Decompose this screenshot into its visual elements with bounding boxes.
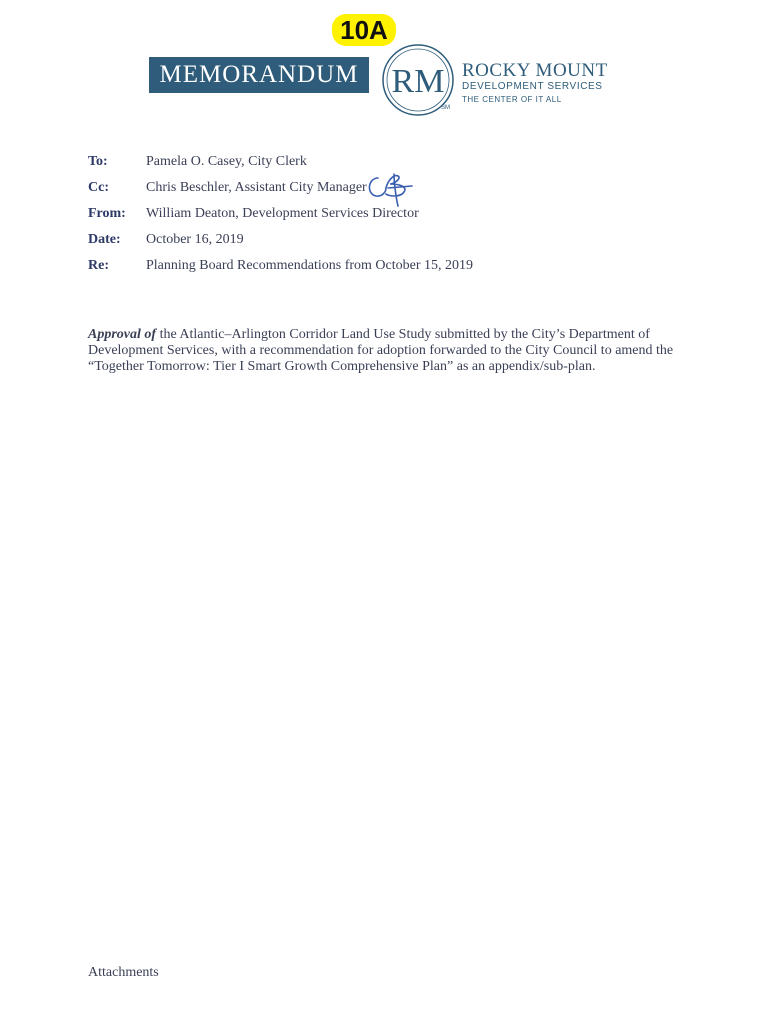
brand-tagline: THE CENTER OF IT ALL <box>462 95 562 104</box>
from-value: William Deaton, Development Services Director <box>146 206 419 221</box>
service-mark: SM <box>441 105 450 111</box>
re-label: Re: <box>88 258 109 273</box>
to-label: To: <box>88 154 108 169</box>
from-label: From: <box>88 206 126 221</box>
brand-department: DEVELOPMENT SERVICES <box>462 81 603 92</box>
attachments-label: Attachments <box>88 965 159 980</box>
cc-value: Chris Beschler, Assistant City Manager <box>146 180 367 195</box>
body-text: the Atlantic–Arlington Corridor Land Use Study submitted by the City’s Department of Development Services, with a recommendation for adoption forwarded to the City Council to amend the “Together Tomorrow: Tier I Smart Growth Comprehensive Plan” as an appendix/sub-plan. <box>88 327 674 374</box>
logo-letters: RM <box>391 63 445 100</box>
to-value: Pamela O. Casey, City Clerk <box>146 154 307 169</box>
agenda-item-tag: 10A <box>332 14 396 46</box>
re-value: Planning Board Recommendations from October 15, 2019 <box>146 258 473 273</box>
date-value: October 16, 2019 <box>146 232 244 247</box>
brand-name: ROCKY MOUNT <box>462 60 608 81</box>
initials-signature <box>364 168 418 210</box>
body-paragraph <box>88 327 678 375</box>
date-label: Date: <box>88 232 121 247</box>
body-lead: Approval of <box>88 327 157 342</box>
memorandum-banner: MEMORANDUM <box>149 57 369 93</box>
cc-label: Cc: <box>88 180 109 195</box>
